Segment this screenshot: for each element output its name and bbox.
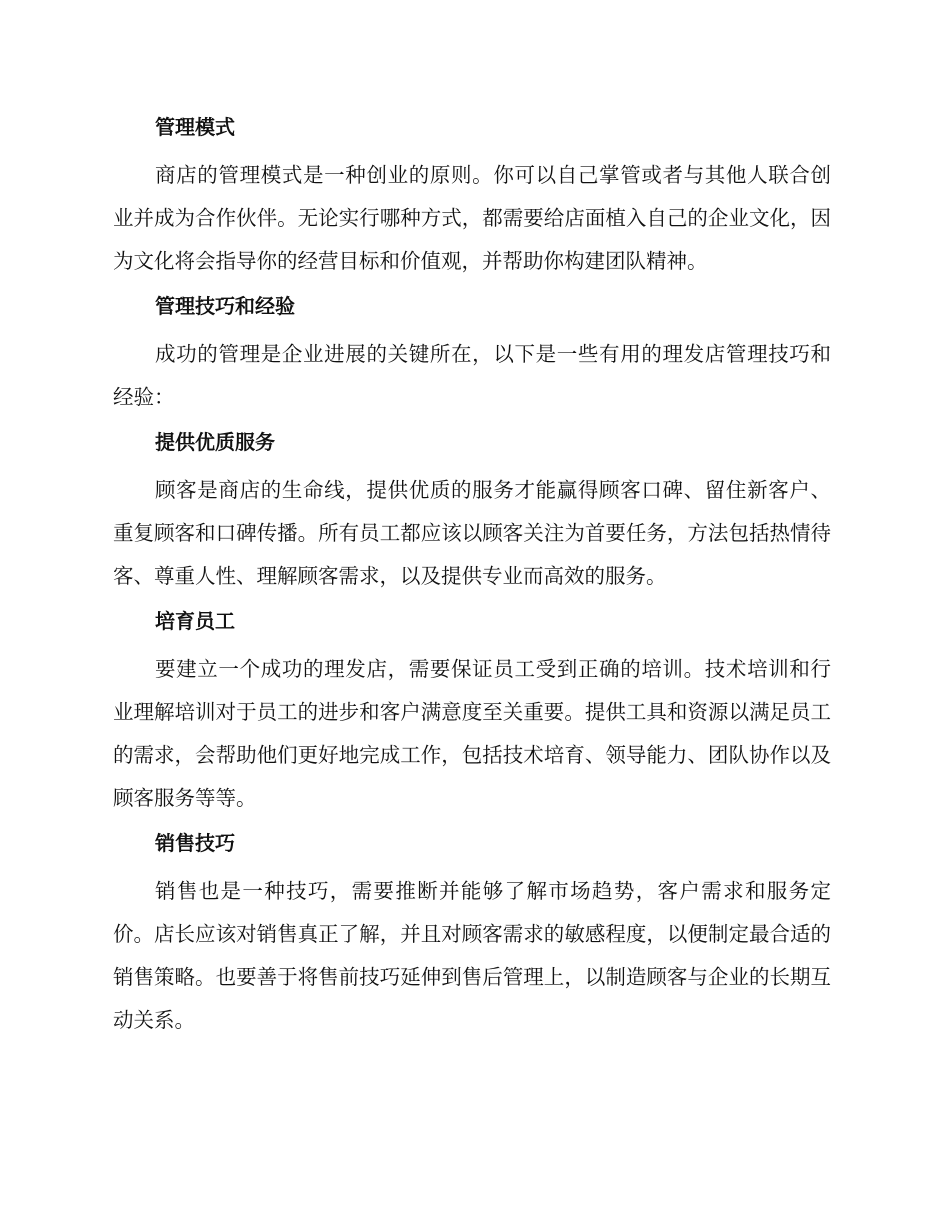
section-sales-skills	[113, 826, 831, 1042]
section-staff-training	[113, 604, 831, 820]
section-heading: 销售技巧	[155, 831, 235, 855]
section-heading: 提供优质服务	[155, 430, 275, 454]
section-management-skills	[113, 289, 831, 419]
section-heading: 管理技巧和经验	[155, 294, 295, 318]
section-heading: 培育员工	[155, 609, 235, 633]
document-page	[113, 110, 831, 1048]
section-paragraph: 商店的管理模式是一种创业的原则。你可以自己掌管或者与其他人联合创业并成为合作伙伴。无论实行哪种方式，都需要给店面植入自己的企业文化，因为文化将会指导你的经营目标和价值观，并帮助你构建团队精神。	[113, 163, 831, 273]
section-paragraph: 顾客是商店的生命线，提供优质的服务才能赢得顾客口碑、留住新客户、重复顾客和口碑传播。所有员工都应该以顾客关注为首要任务，方法包括热情待客、尊重人性、理解顾客需求，以及提供专业而高效的服务。	[113, 478, 831, 588]
section-paragraph: 成功的管理是企业进展的关键所在，以下是一些有用的理发店管理技巧和经验：	[113, 342, 831, 409]
section-quality-service	[113, 425, 831, 598]
section-paragraph: 销售也是一种技巧，需要推断并能够了解市场趋势，客户需求和服务定价。店长应该对销售真正了解，并且对顾客需求的敏感程度，以便制定最合适的销售策略。也要善于将售前技巧延伸到售后管理上，以制造顾客与企业的长期互动关系。	[113, 879, 831, 1032]
section-management-mode	[113, 110, 831, 283]
section-heading: 管理模式	[155, 115, 235, 139]
section-paragraph: 要建立一个成功的理发店，需要保证员工受到正确的培训。技术培训和行业理解培训对于员工的进步和客户满意度至关重要。提供工具和资源以满足员工的需求，会帮助他们更好地完成工作，包括技术培育、领导能力、团队协作以及顾客服务等等。	[113, 657, 831, 810]
